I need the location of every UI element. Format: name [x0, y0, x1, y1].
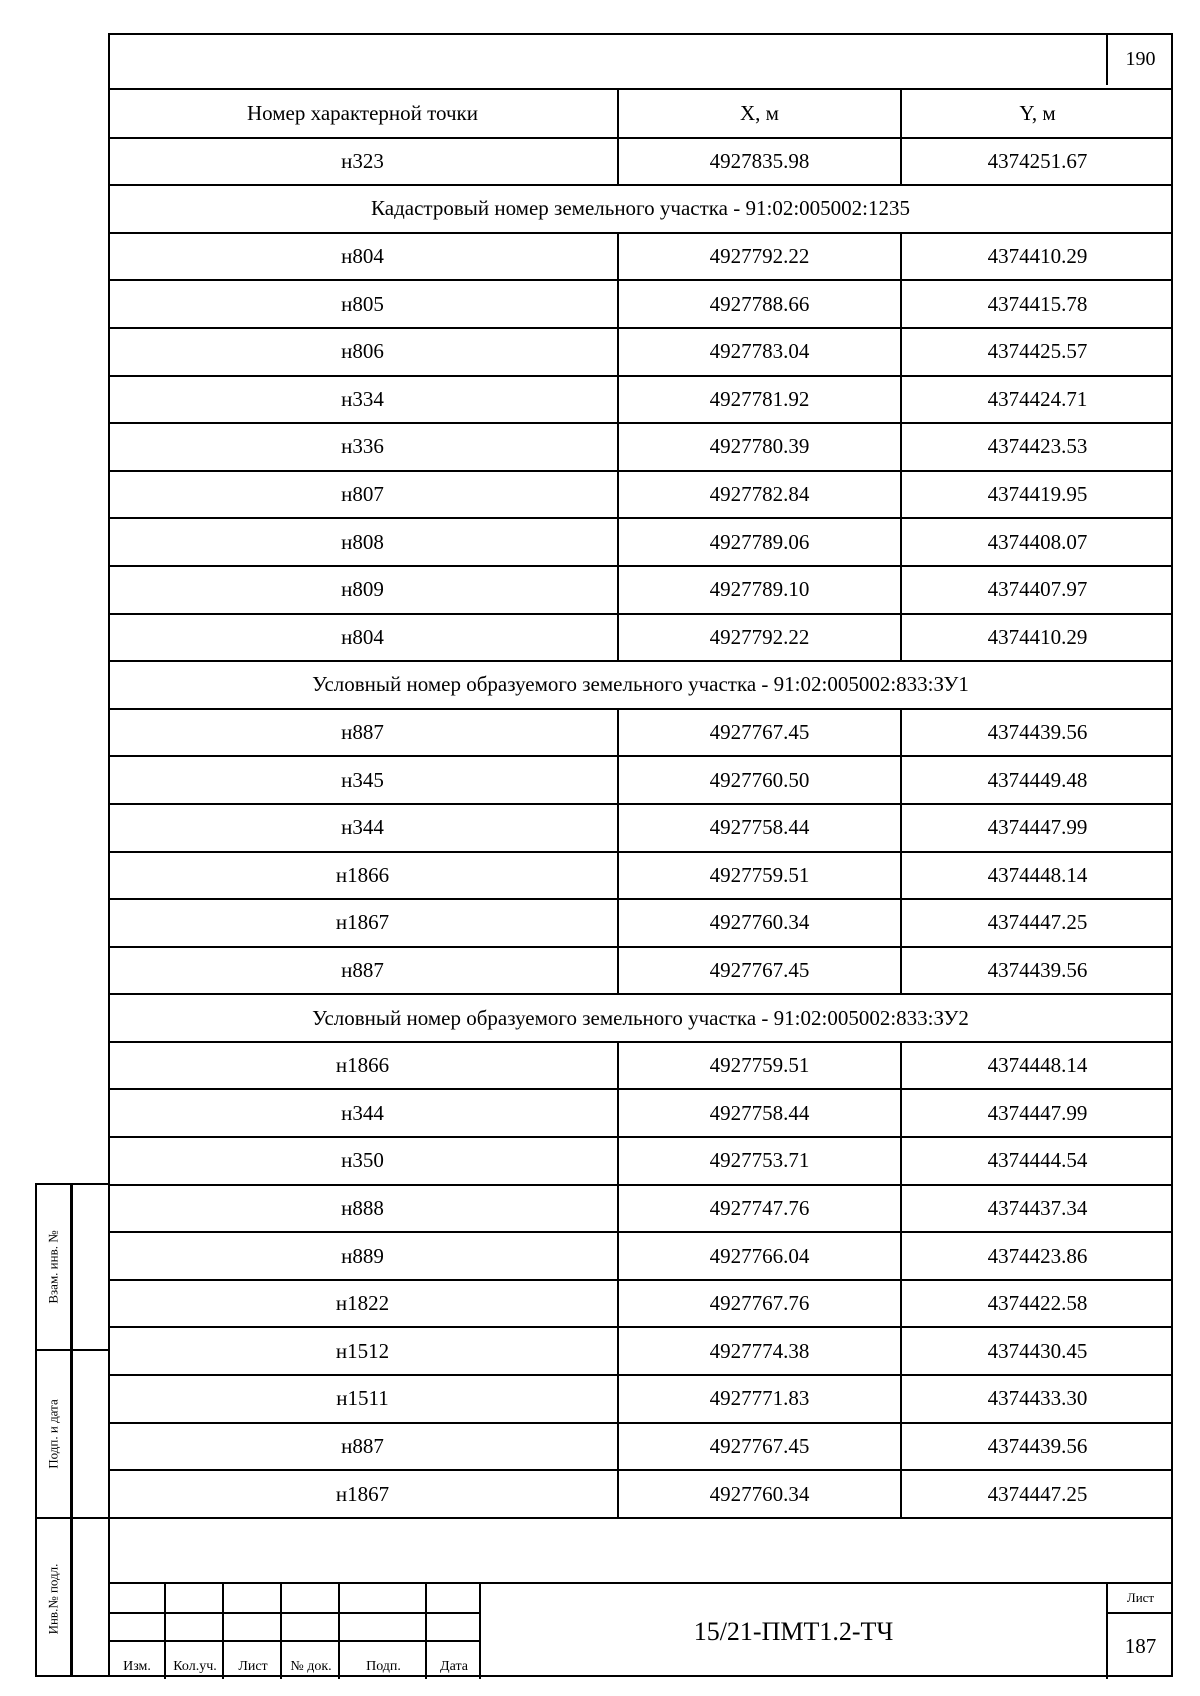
y-coordinate-cell: 4374439.56 [901, 1423, 1173, 1471]
table-row [108, 1089, 1173, 1137]
x-coordinate-cell: 4927767.45 [618, 1423, 901, 1471]
point-number-cell: н345 [108, 756, 618, 804]
point-number-cell: н1866 [108, 1042, 618, 1090]
x-coordinate-cell: 4927780.39 [618, 423, 901, 471]
y-coordinate-cell: 4374423.86 [901, 1232, 1173, 1280]
table-row [108, 1185, 1173, 1233]
label-date: Дата [440, 1659, 468, 1674]
y-coordinate-cell: 4374439.56 [901, 709, 1173, 757]
y-coordinate-cell: 4374447.99 [901, 1089, 1173, 1137]
section-row [108, 185, 1173, 233]
coordinates-table [108, 90, 1173, 1519]
stamp-sign-date-value [72, 1351, 110, 1519]
title-block-grid [108, 1584, 481, 1679]
x-coordinate-cell: 4927789.06 [618, 518, 901, 566]
label-qty: Кол.уч. [173, 1659, 217, 1674]
table-row [108, 518, 1173, 566]
table-header-row [108, 90, 1173, 138]
point-number-cell: н323 [108, 138, 618, 186]
x-coordinate-cell: 4927760.34 [618, 899, 901, 947]
x-coordinate-cell: 4927783.04 [618, 328, 901, 376]
x-coordinate-cell: 4927766.04 [618, 1232, 901, 1280]
title-block [108, 1582, 1173, 1677]
y-coordinate-cell: 4374449.48 [901, 756, 1173, 804]
y-coordinate-cell: 4374407.97 [901, 566, 1173, 614]
x-coordinate-cell: 4927788.66 [618, 280, 901, 328]
stamp-replace-inv [37, 1185, 70, 1351]
y-coordinate-cell: 4374447.25 [901, 1470, 1173, 1518]
document-code: 15/21-ПМТ1.2-ТЧ [693, 1616, 894, 1646]
table-row [108, 804, 1173, 852]
y-coordinate-cell: 4374425.57 [901, 328, 1173, 376]
y-coordinate-cell: 4374439.56 [901, 947, 1173, 995]
table-row [108, 1375, 1173, 1423]
stamp-label-orig-inv: Инв.№ подл. [45, 1563, 61, 1635]
point-number-cell: н350 [108, 1137, 618, 1185]
table-row [108, 709, 1173, 757]
table-row [108, 1137, 1173, 1185]
x-coordinate-cell: 4927767.76 [618, 1280, 901, 1328]
table-row [108, 138, 1173, 186]
point-number-cell: н805 [108, 280, 618, 328]
y-coordinate-cell: 4374424.71 [901, 376, 1173, 424]
stamp-label-replace-inv: Взам. инв. № [45, 1230, 61, 1304]
x-coordinate-cell: 4927767.45 [618, 947, 901, 995]
point-number-cell: н1511 [108, 1375, 618, 1423]
table-row [108, 1423, 1173, 1471]
y-coordinate-cell: 4374447.25 [901, 899, 1173, 947]
sheet-label: Лист [1108, 1584, 1173, 1614]
point-number-cell: н344 [108, 1089, 618, 1137]
point-number-cell: н334 [108, 376, 618, 424]
x-coordinate-cell: 4927792.22 [618, 614, 901, 662]
y-coordinate-cell: 4374448.14 [901, 852, 1173, 900]
label-signature: Подп. [366, 1659, 401, 1674]
table-body [108, 138, 1173, 1518]
point-number-cell: н1867 [108, 1470, 618, 1518]
section-row [108, 661, 1173, 709]
y-coordinate-cell: 4374430.45 [901, 1327, 1173, 1375]
x-coordinate-cell: 4927758.44 [618, 1089, 901, 1137]
stamp-sign-date [37, 1351, 70, 1519]
x-coordinate-cell: 4927789.10 [618, 566, 901, 614]
page-number: 190 [1106, 33, 1173, 85]
point-number-cell: н804 [108, 233, 618, 281]
table-row [108, 233, 1173, 281]
point-number-cell: н889 [108, 1232, 618, 1280]
page-number-row [108, 33, 1173, 90]
y-coordinate-cell: 4374410.29 [901, 614, 1173, 662]
table-row [108, 1232, 1173, 1280]
point-number-cell: н344 [108, 804, 618, 852]
sheet-number: 187 [1124, 1634, 1157, 1658]
y-coordinate-cell: 4374422.58 [901, 1280, 1173, 1328]
x-coordinate-cell: 4927767.45 [618, 709, 901, 757]
section-title: Кадастровый номер земельного участка - 91:02:005002:1235 [108, 185, 1173, 233]
x-coordinate-cell: 4927753.71 [618, 1137, 901, 1185]
header-point-number: Номер характерной точки [108, 90, 618, 138]
point-number-cell: н1822 [108, 1280, 618, 1328]
table-row [108, 423, 1173, 471]
point-number-cell: н336 [108, 423, 618, 471]
point-number-cell: н887 [108, 947, 618, 995]
label-sheet: Лист [238, 1659, 268, 1674]
x-coordinate-cell: 4927747.76 [618, 1185, 901, 1233]
y-coordinate-cell: 4374415.78 [901, 280, 1173, 328]
y-coordinate-cell: 4374408.07 [901, 518, 1173, 566]
y-coordinate-cell: 4374448.14 [901, 1042, 1173, 1090]
x-coordinate-cell: 4927792.22 [618, 233, 901, 281]
table-row [108, 1470, 1173, 1518]
point-number-cell: н1867 [108, 899, 618, 947]
table-row [108, 1042, 1173, 1090]
section-title: Условный номер образуемого земельного участка - 91:02:005002:833:ЗУ2 [108, 994, 1173, 1042]
side-stamp [35, 1183, 108, 1677]
table-row [108, 1280, 1173, 1328]
table-row [108, 566, 1173, 614]
point-number-cell: н807 [108, 471, 618, 519]
table-row [108, 899, 1173, 947]
x-coordinate-cell: 4927759.51 [618, 852, 901, 900]
x-coordinate-cell: 4927835.98 [618, 138, 901, 186]
y-coordinate-cell: 4374419.95 [901, 471, 1173, 519]
y-coordinate-cell: 4374444.54 [901, 1137, 1173, 1185]
x-coordinate-cell: 4927782.84 [618, 471, 901, 519]
stamp-orig-inv [37, 1519, 70, 1679]
sheet-box [1106, 1584, 1173, 1679]
y-coordinate-cell: 4374423.53 [901, 423, 1173, 471]
point-number-cell: н1866 [108, 852, 618, 900]
x-coordinate-cell: 4927771.83 [618, 1375, 901, 1423]
x-coordinate-cell: 4927758.44 [618, 804, 901, 852]
point-number-cell: н887 [108, 1423, 618, 1471]
x-coordinate-cell: 4927781.92 [618, 376, 901, 424]
label-change: Изм. [123, 1659, 151, 1674]
label-doc-no: № док. [290, 1659, 332, 1674]
table-row [108, 376, 1173, 424]
y-coordinate-cell: 4374410.29 [901, 233, 1173, 281]
table-row [108, 614, 1173, 662]
header-y: Y, м [901, 90, 1173, 138]
x-coordinate-cell: 4927774.38 [618, 1327, 901, 1375]
x-coordinate-cell: 4927760.34 [618, 1470, 901, 1518]
stamp-label-sign-date: Подп. и дата [45, 1399, 61, 1469]
stamp-replace-inv-value [72, 1185, 110, 1351]
point-number-cell: н806 [108, 328, 618, 376]
y-coordinate-cell: 4374447.99 [901, 804, 1173, 852]
y-coordinate-cell: 4374251.67 [901, 138, 1173, 186]
table-row [108, 1327, 1173, 1375]
point-number-cell: н888 [108, 1185, 618, 1233]
table-row [108, 280, 1173, 328]
section-title: Условный номер образуемого земельного участка - 91:02:005002:833:ЗУ1 [108, 661, 1173, 709]
point-number-cell: н887 [108, 709, 618, 757]
point-number-cell: н808 [108, 518, 618, 566]
section-row [108, 994, 1173, 1042]
table-row [108, 852, 1173, 900]
table-row [108, 947, 1173, 995]
y-coordinate-cell: 4374437.34 [901, 1185, 1173, 1233]
x-coordinate-cell: 4927759.51 [618, 1042, 901, 1090]
point-number-cell: н804 [108, 614, 618, 662]
point-number-cell: н1512 [108, 1327, 618, 1375]
x-coordinate-cell: 4927760.50 [618, 756, 901, 804]
y-coordinate-cell: 4374433.30 [901, 1375, 1173, 1423]
point-number-cell: н809 [108, 566, 618, 614]
table-row [108, 328, 1173, 376]
header-x: X, м [618, 90, 901, 138]
table-row [108, 756, 1173, 804]
table-row [108, 471, 1173, 519]
